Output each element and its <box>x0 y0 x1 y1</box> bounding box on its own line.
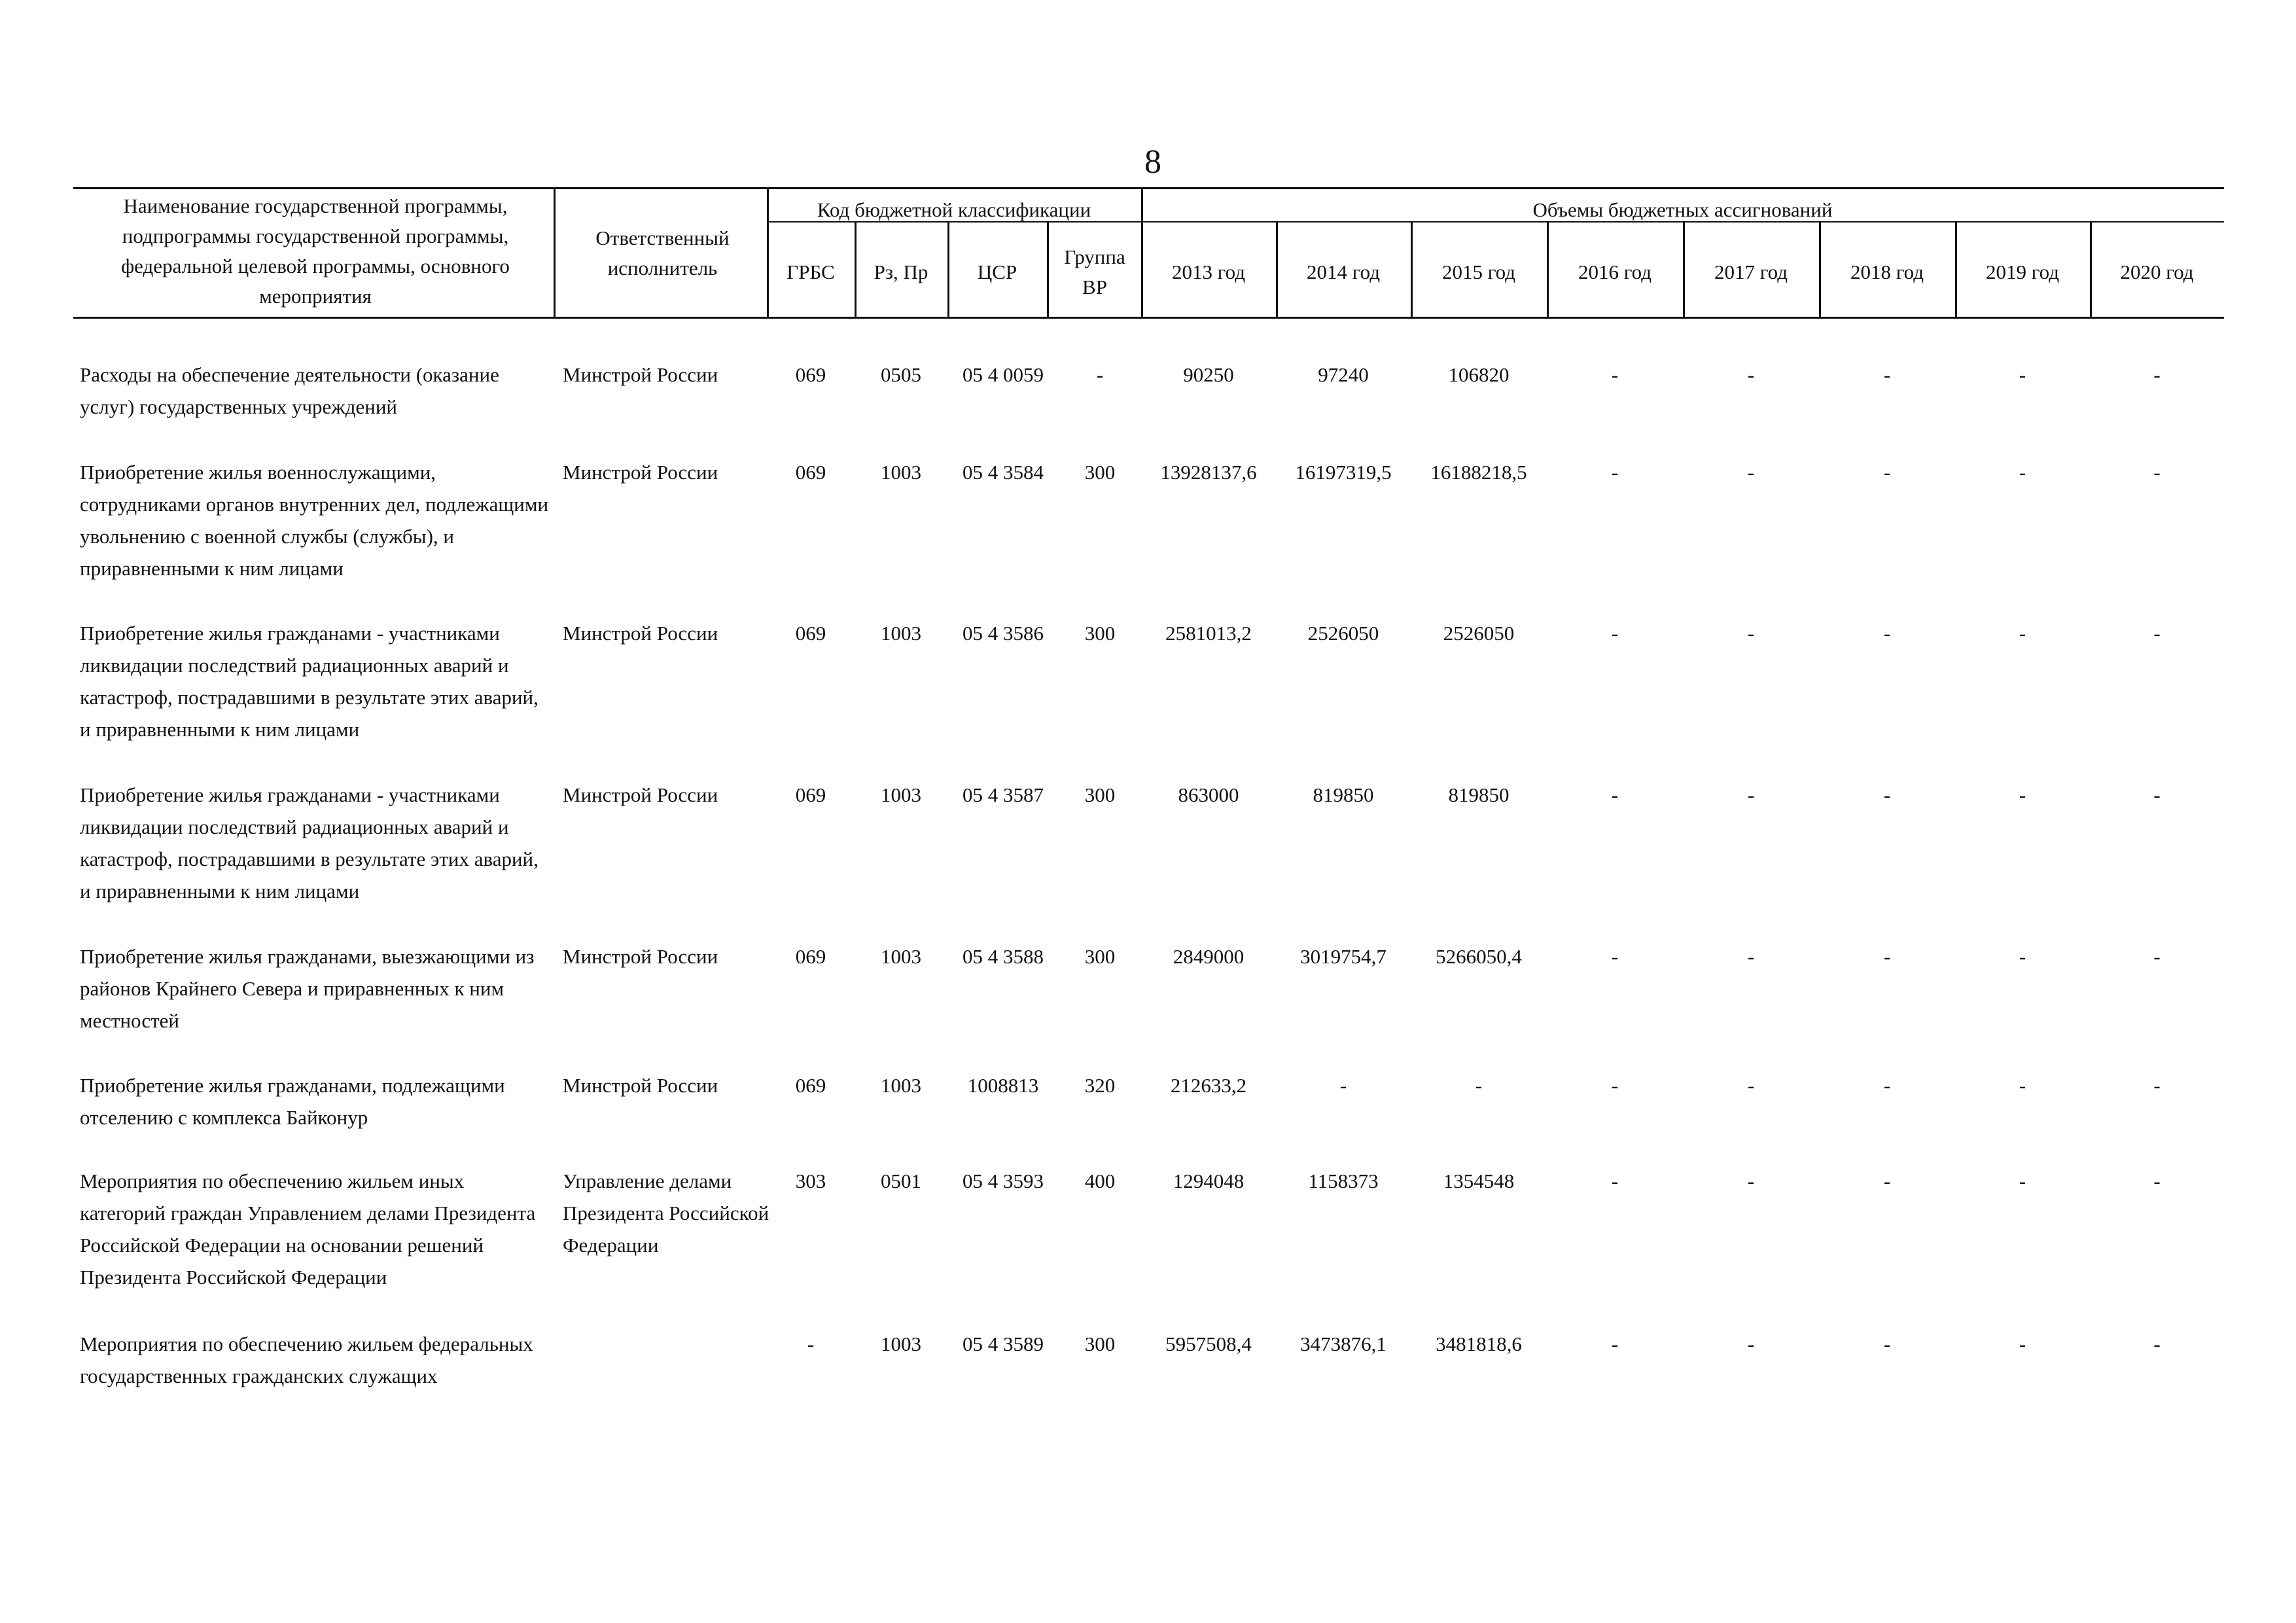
year-value-cell: - <box>2153 783 2161 806</box>
year-value-cell: - <box>1883 461 1891 484</box>
header-year: 2015 год <box>1441 260 1516 283</box>
year-value-cell: 2526050 <box>1307 622 1379 645</box>
year-value-cell: 16197319,5 <box>1295 461 1392 484</box>
executor-cell: Управление делами Президента Российской Федерации <box>563 1169 769 1257</box>
program-name-cell: Приобретение жилья гражданами, выезжающими из районов Крайнего Севера и приравненных к ним местностей <box>80 945 535 1032</box>
year-value-cell: - <box>2153 945 2161 968</box>
year-value-cell: 3481818,6 <box>1436 1332 1522 1355</box>
year-value-cell: - <box>1747 363 1755 386</box>
program-name-cell: Расходы на обеспечение деятельности (оказание услуг) государственных учреждений <box>80 363 499 418</box>
header-divider <box>554 187 556 318</box>
program-name-cell: Приобретение жилья гражданами - участниками ликвидации последствий радиационных аварий и катастроф, пострадавшими в результате этих аварий, и приравненными к ним лицами <box>80 783 539 902</box>
executor-cell: Минстрой России <box>563 945 718 968</box>
vr-cell: - <box>1096 363 1104 386</box>
year-value-cell: - <box>1611 783 1619 806</box>
year-value-cell: - <box>1747 783 1755 806</box>
grbs-cell: 069 <box>795 1074 826 1097</box>
year-value-cell: 2526050 <box>1443 622 1515 645</box>
header-year: 2013 год <box>1171 260 1246 283</box>
vr-cell: 300 <box>1084 1332 1116 1355</box>
grbs-cell: 069 <box>795 461 826 484</box>
year-value-cell: 5957508,4 <box>1165 1332 1252 1355</box>
program-name-cell: Мероприятия по обеспечению жильем иных категорий граждан Управлением делами Президента Российской Федерации на основании решений Президента Российской Федерации <box>80 1169 536 1289</box>
grbs-cell: 069 <box>795 783 826 806</box>
header-year: 2018 год <box>1850 260 1924 283</box>
year-value-cell: 819850 <box>1448 783 1510 806</box>
year-value-cell: - <box>1883 1332 1891 1355</box>
year-value-cell: 5266050,4 <box>1436 945 1522 968</box>
year-value-cell: 1294048 <box>1173 1169 1245 1192</box>
vr-cell: 300 <box>1084 783 1116 806</box>
year-value-cell: - <box>1747 461 1755 484</box>
year-value-cell: - <box>1883 783 1891 806</box>
year-value-cell: - <box>2019 363 2026 386</box>
rz-pr-cell: 0501 <box>881 1169 921 1192</box>
year-value-cell: - <box>2019 945 2026 968</box>
year-value-cell: 1158373 <box>1308 1169 1379 1192</box>
rz-pr-cell: 1003 <box>881 1074 921 1097</box>
header-top-rule <box>73 187 2224 189</box>
year-value-cell: - <box>1611 363 1619 386</box>
csr-cell: 05 4 3586 <box>963 622 1044 645</box>
header-year: 2016 год <box>1578 260 1652 283</box>
rz-pr-cell: 1003 <box>881 461 921 484</box>
header-year: 2014 год <box>1306 260 1381 283</box>
year-value-cell: - <box>2153 1074 2161 1097</box>
grbs-cell: 069 <box>795 622 826 645</box>
csr-cell: 05 4 3593 <box>963 1169 1044 1192</box>
year-value-cell: 3473876,1 <box>1300 1332 1386 1355</box>
csr-cell: 05 4 3589 <box>963 1332 1044 1355</box>
year-value-cell: - <box>2019 461 2026 484</box>
vr-cell: 300 <box>1084 945 1116 968</box>
year-value-cell: 2849000 <box>1173 945 1245 968</box>
rz-pr-cell: 1003 <box>881 945 921 968</box>
csr-cell: 05 4 0059 <box>963 363 1044 386</box>
year-value-cell: - <box>1883 622 1891 645</box>
header-volumes: Объемы бюджетных ассигнований <box>1532 198 1833 221</box>
year-value-cell: - <box>2019 1332 2026 1355</box>
year-value-cell: - <box>1611 945 1619 968</box>
year-value-cell: - <box>1883 1074 1891 1097</box>
header-group-vr: Группа ВР <box>1064 245 1125 298</box>
grbs-cell: - <box>807 1332 815 1355</box>
program-name-cell: Приобретение жилья военнослужащими, сотрудниками органов внутренних дел, подлежащими увольнению с военной службы (службы), и приравненными к ним лицами <box>80 461 549 580</box>
executor-cell: Минстрой России <box>563 622 718 645</box>
header-executor: Ответственный исполнитель <box>595 226 730 279</box>
year-value-cell: - <box>1883 363 1891 386</box>
year-value-cell: 106820 <box>1448 363 1510 386</box>
vr-cell: 400 <box>1084 1169 1116 1192</box>
vr-cell: 320 <box>1084 1074 1116 1097</box>
rz-pr-cell: 1003 <box>881 622 921 645</box>
year-value-cell: - <box>2019 622 2026 645</box>
grbs-cell: 303 <box>795 1169 826 1192</box>
year-value-cell: - <box>1611 1074 1619 1097</box>
year-value-cell: - <box>1611 461 1619 484</box>
year-value-cell: - <box>1747 1169 1755 1192</box>
year-value-cell: - <box>1747 1332 1755 1355</box>
executor-cell: Минстрой России <box>563 461 718 484</box>
vr-cell: 300 <box>1084 461 1116 484</box>
csr-cell: 05 4 3584 <box>963 461 1044 484</box>
header-bottom-rule <box>73 317 2224 319</box>
vr-cell: 300 <box>1084 622 1116 645</box>
year-value-cell: - <box>2019 1169 2026 1192</box>
csr-cell: 1008813 <box>967 1074 1039 1097</box>
csr-cell: 05 4 3588 <box>963 945 1044 968</box>
header-csr: ЦСР <box>977 260 1017 283</box>
year-value-cell: 1354548 <box>1443 1169 1515 1192</box>
year-value-cell: - <box>1747 622 1755 645</box>
year-value-cell: - <box>1611 622 1619 645</box>
year-value-cell: - <box>2153 363 2161 386</box>
page-number: 8 <box>1144 143 1161 181</box>
grbs-cell: 069 <box>795 945 826 968</box>
rz-pr-cell: 1003 <box>881 1332 921 1355</box>
executor-cell: Минстрой России <box>563 1074 718 1097</box>
year-value-cell: - <box>2153 1169 2161 1192</box>
header-divider <box>1047 221 1049 318</box>
csr-cell: 05 4 3587 <box>963 783 1044 806</box>
program-name-cell: Мероприятия по обеспечению жильем федеральных государственных гражданских служащих <box>80 1332 533 1387</box>
header-budget-code: Код бюджетной классификации <box>817 198 1091 221</box>
year-value-cell: - <box>1883 945 1891 968</box>
year-value-cell: 2581013,2 <box>1165 622 1252 645</box>
header-year: 2020 год <box>2120 260 2194 283</box>
year-value-cell: - <box>1339 1074 1347 1097</box>
year-value-cell: - <box>2153 461 2161 484</box>
year-value-cell: 90250 <box>1183 363 1234 386</box>
year-value-cell: - <box>1475 1074 1483 1097</box>
header-rz-pr: Рз, Пр <box>874 260 928 283</box>
year-value-cell: 819850 <box>1313 783 1374 806</box>
program-name-cell: Приобретение жилья гражданами, подлежащими отселению с комплекса Байконур <box>80 1074 505 1129</box>
year-value-cell: - <box>1747 945 1755 968</box>
year-value-cell: - <box>1883 1169 1891 1192</box>
header-year: 2017 год <box>1714 260 1788 283</box>
year-value-cell: 212633,2 <box>1170 1074 1247 1097</box>
year-value-cell: - <box>2153 622 2161 645</box>
year-value-cell: 97240 <box>1318 363 1369 386</box>
rz-pr-cell: 0505 <box>881 363 921 386</box>
executor-cell: Минстрой России <box>563 363 718 386</box>
year-value-cell: - <box>1611 1169 1619 1192</box>
executor-cell: Минстрой России <box>563 783 718 806</box>
year-value-cell: 3019754,7 <box>1300 945 1386 968</box>
header-name: Наименование государственной программы, подпрограммы государственной программы, федеральной целевой программы, основного мероприятия <box>121 194 510 308</box>
year-value-cell: 16188218,5 <box>1430 461 1527 484</box>
header-grbs: ГРБС <box>786 260 835 283</box>
header-year: 2019 год <box>1985 260 2060 283</box>
year-value-cell: 863000 <box>1178 783 1239 806</box>
year-value-cell: - <box>2153 1332 2161 1355</box>
rz-pr-cell: 1003 <box>881 783 921 806</box>
year-value-cell: - <box>1611 1332 1619 1355</box>
year-value-cell: 13928137,6 <box>1160 461 1257 484</box>
year-value-cell: - <box>2019 1074 2026 1097</box>
year-value-cell: - <box>1747 1074 1755 1097</box>
year-value-cell: - <box>2019 783 2026 806</box>
program-name-cell: Приобретение жилья гражданами - участниками ликвидации последствий радиационных аварий и катастроф, пострадавшими в результате этих аварий, и приравненными к ним лицами <box>80 622 539 741</box>
grbs-cell: 069 <box>795 363 826 386</box>
